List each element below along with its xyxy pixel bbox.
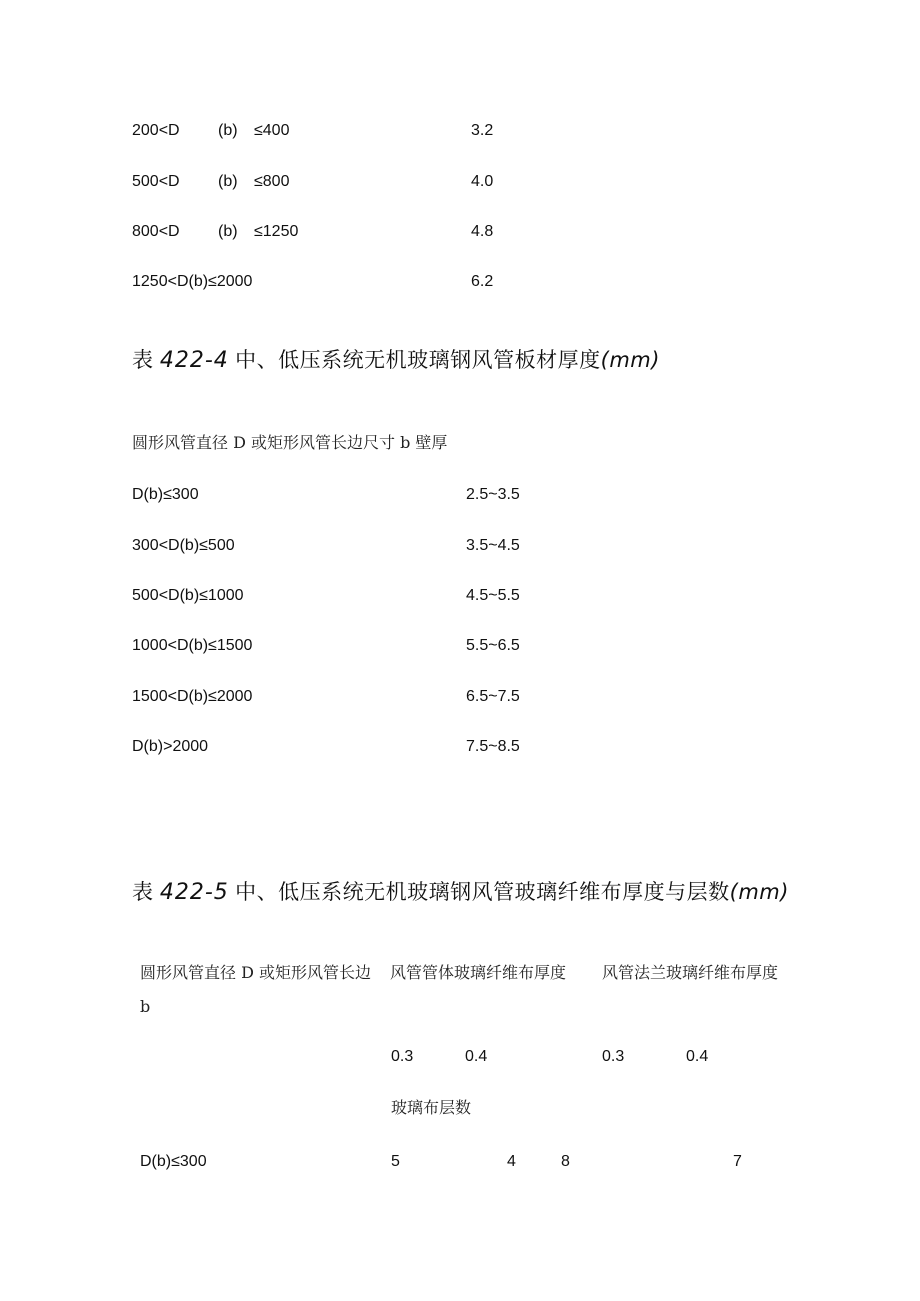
table3-row-range-a: 1250<D(b)≤2000 bbox=[132, 273, 253, 290]
table3-row-range-c: ≤800 bbox=[254, 173, 290, 190]
table3-row-range-c: ≤400 bbox=[254, 122, 290, 139]
table4-row-thickness: 5.5~6.5 bbox=[466, 637, 520, 654]
table4-row-thickness: 4.5~5.5 bbox=[466, 587, 520, 604]
table5-col3-header: 风管法兰玻璃纤维布厚度 bbox=[602, 963, 779, 982]
table4-row-range: 1500<D(b)≤2000 bbox=[132, 688, 253, 705]
table4-row-thickness: 6.5~7.5 bbox=[466, 688, 520, 705]
table3-row-range-a: 800<D bbox=[132, 223, 180, 240]
table5-layers-label: 玻璃布层数 bbox=[391, 1098, 472, 1117]
table4-row-thickness: 7.5~8.5 bbox=[466, 738, 520, 755]
table4-row-range: 1000<D(b)≤1500 bbox=[132, 637, 253, 654]
table4-title-unit: (mm) bbox=[600, 348, 660, 372]
table5-row-body-b: 4 bbox=[507, 1153, 516, 1170]
table5-row-range: D(b)≤300 bbox=[140, 1153, 207, 1170]
table5-sub-body-a: 0.3 bbox=[391, 1048, 414, 1065]
table4-row-range: 500<D(b)≤1000 bbox=[132, 587, 244, 604]
table5-title bbox=[132, 878, 789, 907]
table3-row-range-a: 500<D bbox=[132, 173, 180, 190]
table3-row-value: 3.2 bbox=[471, 122, 494, 139]
table3-row-value: 4.8 bbox=[471, 223, 494, 240]
table3-row-range-b: (b) bbox=[218, 223, 238, 240]
table5-title-text: 中、低压系统无机玻璃钢风管玻璃纤维布厚度与层数 bbox=[235, 881, 730, 904]
table5-sub-flange-a: 0.3 bbox=[602, 1048, 625, 1065]
table3-row-range-b: (b) bbox=[218, 173, 238, 190]
table5-col1-header: 圆形风管直径 D 或矩形风管长边 b bbox=[140, 963, 372, 1016]
table3-row-value: 4.0 bbox=[471, 173, 494, 190]
table5-col2-header: 风管管体玻璃纤维布厚度 bbox=[390, 963, 567, 982]
table4-row-range: D(b)≤300 bbox=[132, 486, 199, 503]
table5-row-body-a: 5 bbox=[391, 1153, 400, 1170]
table4-row-range: 300<D(b)≤500 bbox=[132, 537, 235, 554]
table3-row-range-a: 200<D bbox=[132, 122, 180, 139]
table5-row-flange-a: 8 bbox=[561, 1153, 570, 1170]
table4-header: 圆形风管直径 D 或矩形风管长边尺寸 b 壁厚 bbox=[132, 433, 448, 452]
table4-title-num: 422-4 bbox=[159, 348, 229, 373]
table3-row-value: 6.2 bbox=[471, 273, 494, 290]
table5-sub-flange-b: 0.4 bbox=[686, 1048, 709, 1065]
table3-row-range-c: ≤1250 bbox=[254, 223, 299, 240]
table4-title-prefix: 表 bbox=[132, 349, 154, 372]
table3-row-range-b: (b) bbox=[218, 122, 238, 139]
table4-title-text: 中、低压系统无机玻璃钢风管板材厚度 bbox=[235, 349, 601, 372]
table5-title-num: 422-5 bbox=[159, 880, 229, 905]
table5-row-flange-b: 7 bbox=[733, 1153, 742, 1170]
table5-title-prefix: 表 bbox=[132, 881, 154, 904]
table4-row-thickness: 3.5~4.5 bbox=[466, 537, 520, 554]
table4-row-thickness: 2.5~3.5 bbox=[466, 486, 520, 503]
table4-title bbox=[132, 346, 660, 375]
table4-row-range: D(b)>2000 bbox=[132, 738, 209, 755]
table5-title-unit: (mm) bbox=[729, 880, 789, 904]
table5-sub-body-b: 0.4 bbox=[465, 1048, 488, 1065]
